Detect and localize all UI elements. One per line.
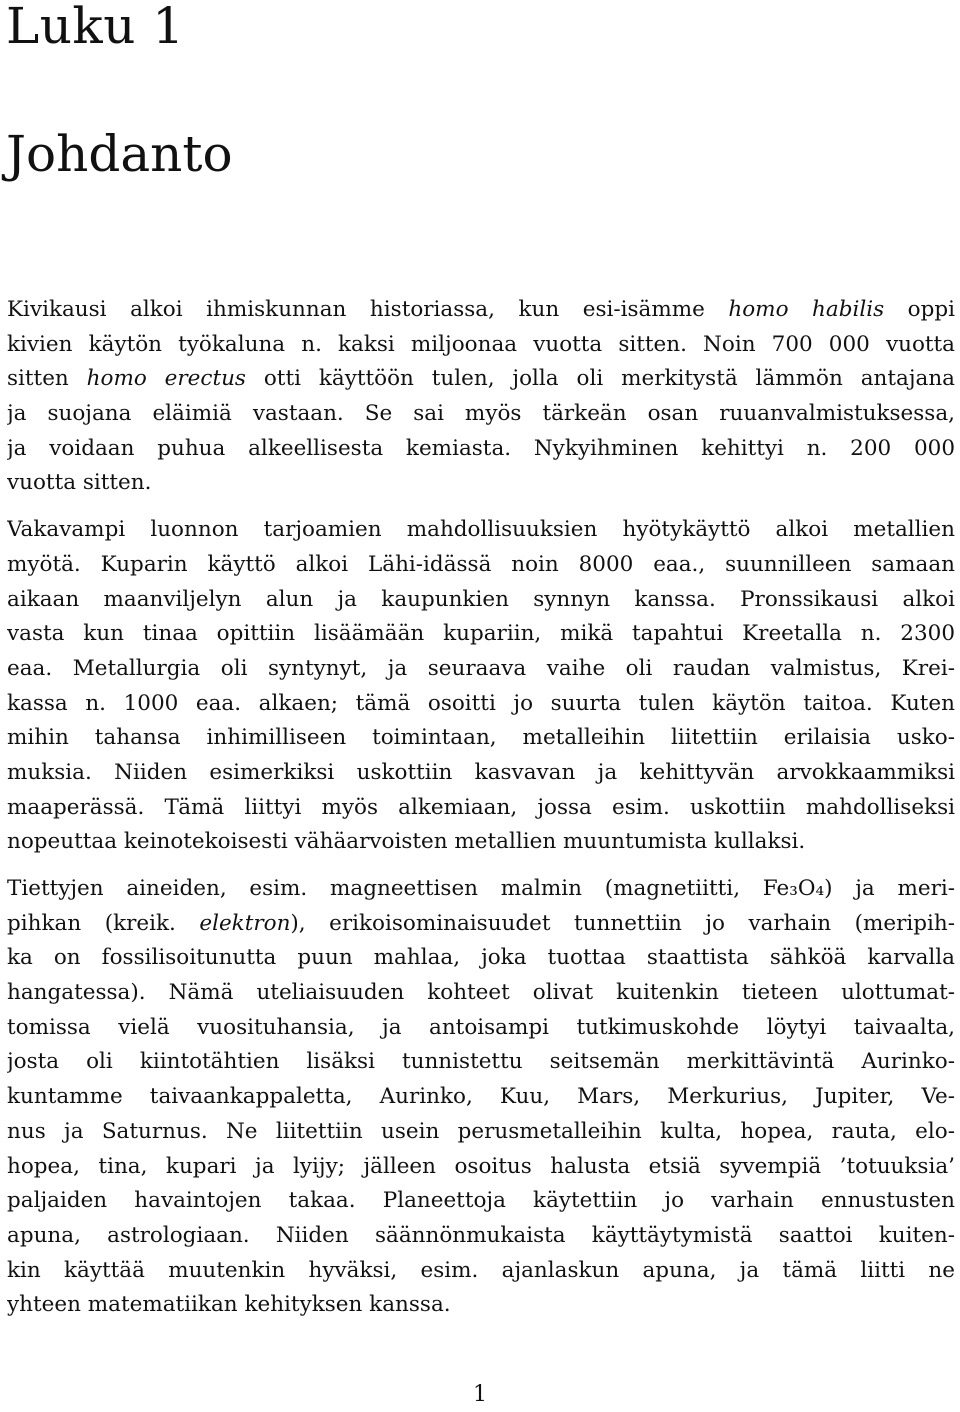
text-line	[7, 1080, 955, 1115]
text-line	[7, 432, 955, 467]
text-line	[7, 756, 955, 791]
text-line	[7, 1150, 955, 1185]
text-line	[7, 1288, 955, 1323]
text-line	[7, 687, 955, 722]
text-line	[7, 872, 955, 907]
text-line	[7, 907, 955, 942]
text-line	[7, 1219, 955, 1254]
text-span: hangatessa). Nämä uteliaisuuden kohteet olivat kuitenkin tieteen ulottumat-	[7, 980, 955, 1006]
text-line	[7, 328, 955, 363]
text-line	[7, 1011, 955, 1046]
chapter-title: Johdanto	[6, 125, 233, 183]
text-line	[7, 397, 955, 432]
text-line	[7, 1045, 955, 1080]
text-line	[7, 1254, 955, 1289]
text-span: kin käyttää muutenkin hyväksi, esim. ajanlaskun apuna, ja tämä liitti ne	[7, 1257, 955, 1283]
text-line	[7, 1115, 955, 1150]
body-text	[7, 293, 955, 1323]
text-span: eaa. Metallurgia oli syntynyt, ja seuraava vaihe oli raudan valmistus, Krei-	[7, 655, 955, 681]
paragraph-gap	[7, 860, 955, 872]
text-span: myötä. Kuparin käyttö alkoi Lähi-idässä noin 8000 eaa., suunnilleen samaan	[7, 551, 955, 577]
text-span: pihkan (kreik.	[7, 910, 200, 936]
chapter-label: Luku 1	[6, 0, 185, 55]
text-span: otti käyttöön tulen, jolla oli merkitystä lämmön antajana	[245, 366, 955, 392]
paragraph	[7, 293, 955, 501]
text-span: mihin tahansa inhimilliseen toimintaan, metalleihin liitettiin erilaisia usko-	[7, 725, 955, 751]
text-line	[7, 1184, 955, 1219]
text-span: Tiettyjen aineiden, esim. magneettisen malmin (magnetiitti, Fe₃O₄) ja meri-	[7, 876, 955, 901]
text-span: muksia. Niiden esimerkiksi uskottiin kasvavan ja kehittyvän arvokkaammiksi	[7, 759, 955, 785]
paragraph	[7, 513, 955, 860]
text-line	[7, 617, 955, 652]
text-line	[7, 293, 955, 328]
text-line	[7, 513, 955, 548]
text-line	[7, 466, 955, 501]
text-line	[7, 791, 955, 826]
italic-term: elektron	[199, 910, 291, 936]
page-number: 1	[473, 1382, 487, 1407]
text-span: ), erikoisominaisuudet tunnettiin jo varhain (meripih-	[290, 910, 955, 936]
text-span: ja suojana eläimiä vastaan. Se sai myös tärkeän osan ruuanvalmistuksessa,	[7, 401, 955, 427]
text-span: yhteen matematiikan kehityksen kanssa.	[7, 1292, 451, 1318]
text-span: maaperässä. Tämä liittyi myös alkemiaan, jossa esim. uskottiin mahdolliseksi	[7, 794, 955, 820]
text-span: sitten	[7, 366, 87, 392]
italic-term: homo habilis	[728, 297, 885, 322]
italic-term: homo erectus	[86, 366, 246, 392]
text-line	[7, 362, 955, 397]
text-span: josta oli kiintotähtien lisäksi tunnistettu seitsemän merkittävintä Aurinko-	[7, 1049, 955, 1075]
text-span: ka on fossilisoitunutta puun mahlaa, joka tuottaa staattista sähköä karvalla	[7, 945, 955, 971]
text-line	[7, 548, 955, 583]
text-span: Kivikausi alkoi ihmiskunnan historiassa, kun esi-isämme	[7, 297, 729, 322]
paragraph-gap	[7, 501, 955, 513]
text-span: aikaan maanviljelyn alun ja kaupunkien synnyn kanssa. Pronssikausi alkoi	[7, 586, 955, 612]
text-line	[7, 825, 955, 860]
text-span: kuntamme taivaankappaletta, Aurinko, Kuu, Mars, Merkurius, Jupiter, Ve-	[7, 1084, 955, 1110]
text-line	[7, 583, 955, 618]
text-span: hopea, tina, kupari ja lyijy; jälleen osoitus halusta etsiä syvempiä ’totuuksia’	[7, 1153, 955, 1179]
text-line	[7, 652, 955, 687]
text-span: ja voidaan puhua alkeellisesta kemiasta. Nykyihminen kehittyi n. 200 000	[7, 435, 955, 461]
text-span: apuna, astrologiaan. Niiden säännönmukaista käyttäytymistä saattoi kuiten-	[7, 1222, 955, 1248]
text-span: kivien käytön työkaluna n. kaksi miljoonaa vuotta sitten. Noin 700 000 vuotta	[7, 331, 955, 357]
text-span: nopeuttaa keinotekoisesti vähäarvoisten metallien muuntumista kullaksi.	[7, 829, 806, 855]
text-span: nus ja Saturnus. Ne liitettiin usein perusmetalleihin kulta, hopea, rauta, elo-	[7, 1118, 955, 1144]
text-span: paljaiden havaintojen takaa. Planeettoja käytettiin jo varhain ennustusten	[7, 1188, 955, 1214]
text-line	[7, 976, 955, 1011]
text-span: kassa n. 1000 eaa. alkaen; tämä osoitti jo suurta tulen käytön taitoa. Kuten	[7, 690, 955, 716]
text-span: vasta kun tinaa opittiin lisäämään kupariin, mikä tapahtui Kreetalla n. 2300	[7, 621, 955, 647]
text-line	[7, 941, 955, 976]
paragraph	[7, 872, 955, 1323]
text-span: Vakavampi luonnon tarjoamien mahdollisuuksien hyötykäyttö alkoi metallien	[7, 517, 955, 543]
text-line	[7, 721, 955, 756]
text-span: tomissa vielä vuosituhansia, ja antoisampi tutkimuskohde löytyi taivaalta,	[7, 1014, 955, 1040]
text-span: oppi	[884, 297, 955, 322]
text-span: vuotta sitten.	[7, 470, 152, 496]
